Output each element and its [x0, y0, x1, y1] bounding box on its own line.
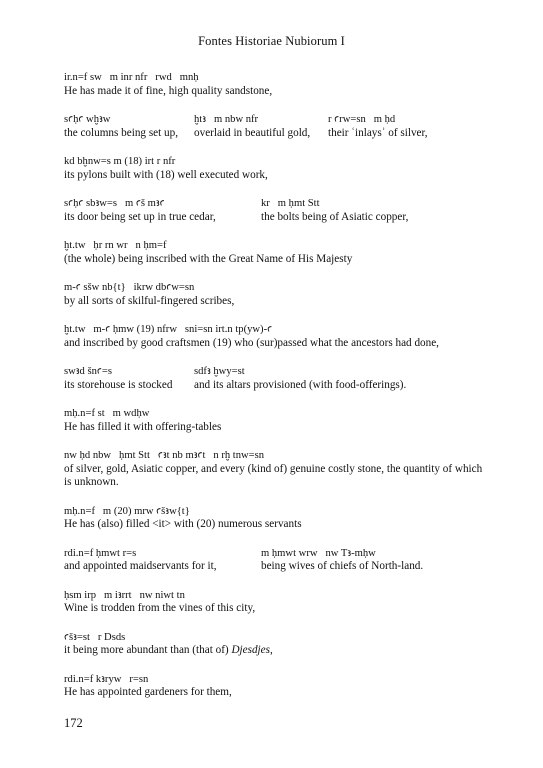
translation-col-3: their ʿinlaysʾ of silver, [328, 126, 428, 139]
translation-col-1: and appointed maidservants for it, [64, 560, 217, 572]
verse-block-1 [64, 71, 484, 98]
translation-paragraph: of silver, gold, Asiatic copper, and every (kind of) genuine costly stone, the quantity of which is unknown. [64, 462, 483, 488]
page-number: 172 [64, 716, 83, 730]
transliteration-text: ir.n=f sw m inr nfr rwd mnḥ [64, 72, 199, 83]
translation-line [64, 295, 484, 309]
translation-text: Wine is trodden from the vines of this city, [64, 602, 256, 614]
transliteration-text: ḫt.tw m-ꜥ ḥmw (19) nfrw sni=sn irt.n tp(yw)-ꜥ [64, 324, 273, 335]
translation-col-2: overlaid in beautiful gold, [194, 126, 311, 139]
transliteration-text: ḫt.tw ḥr rn wr n ḥm=f [64, 240, 167, 251]
transliteration-col-3: r ꜥrw=sn m ḥd [328, 114, 396, 125]
translation-col-2: and its altars provisioned (with food-offerings). [194, 378, 407, 391]
transliteration-line [64, 505, 484, 519]
verse-block-3 [64, 155, 484, 182]
verse-block-6 [64, 281, 484, 308]
transliteration-text: mḥ.n=f st m wdḥw [64, 408, 150, 419]
transliteration-col-2: m ḥmwt wrw nw Tꜣ-mḥw [261, 547, 376, 559]
transliteration-text: rdi.n=f kꜣryw r=sn [64, 673, 149, 685]
translation-col-2: the bolts being of Asiatic copper, [261, 210, 409, 223]
transliteration-line [64, 449, 484, 463]
translation-line [64, 518, 484, 532]
transliteration-line [64, 323, 484, 337]
transliteration-text: nw ḥd nbw ḥmt Stt ꜥꜣt nb mꜣꜥt n rḫ tnw=sn [64, 450, 265, 461]
transliteration-line [64, 589, 484, 603]
translation-line [64, 253, 484, 267]
transliteration-col-1: swꜣd šnꜥ=s [64, 366, 113, 377]
transliteration-line [64, 631, 484, 645]
translation-text: He has appointed gardeners for them, [64, 686, 232, 698]
verse-block-14 [64, 631, 484, 658]
transliteration-text: ḥsm irp m iꜣrrt nw niwt tn [64, 589, 185, 601]
transliteration-text: mḥ.n=f m (20) mrw ꜥšꜣw{t} [64, 505, 190, 517]
verse-block-7 [64, 323, 484, 350]
translation-line [64, 602, 484, 616]
transliteration-col-1: rdi.n=f ḥmwt r=s [64, 547, 137, 559]
transliteration-line [64, 113, 484, 127]
translation-line [64, 337, 484, 351]
page-body [64, 71, 484, 715]
translation-col-1: its storehouse is stocked [64, 378, 173, 391]
translation-line [64, 421, 484, 435]
translation-line [64, 644, 484, 658]
verse-block-10 [64, 449, 484, 490]
transliteration-col-2: sdfꜣ ḫwy=st [194, 366, 245, 377]
transliteration-line [64, 281, 484, 295]
translation-line [64, 211, 484, 225]
translation-line [64, 127, 484, 141]
translation-text: it being more abundant than (that of) [64, 644, 232, 656]
translation-text: and inscribed by good craftsmen (19) who (sur)passed what the ancestors had done, [64, 336, 439, 349]
transliteration-line [64, 407, 484, 421]
verse-block-8 [64, 365, 484, 392]
translation-text: He has (also) filled <it> with (20) numerous servants [64, 518, 302, 530]
transliteration-text: ꜥšꜣ=st r Dsds [64, 631, 126, 643]
transliteration-line [64, 71, 484, 85]
transliteration-line [64, 547, 484, 561]
verse-block-12 [64, 547, 484, 574]
transliteration-line [64, 239, 484, 253]
translation-line [64, 169, 484, 183]
translation-punct: , [269, 644, 273, 656]
translation-text: its pylons built with (18) well executed work, [64, 168, 268, 181]
translation-text: He has made it of fine, high quality sandstone, [64, 84, 273, 97]
transliteration-col-2: kr m ḥmt Stt [261, 198, 320, 209]
verse-block-11 [64, 505, 484, 532]
translation-line [64, 686, 484, 700]
place-name-italic: Djesdjes [231, 644, 270, 656]
transliteration-line [64, 673, 484, 687]
transliteration-text: m-ꜥ sšw nb{t} ikrw dbꜥw=sn [64, 282, 195, 293]
translation-line [64, 560, 484, 574]
verse-block-4 [64, 197, 484, 224]
transliteration-line [64, 365, 484, 379]
verse-block-2 [64, 113, 484, 140]
verse-block-9 [64, 407, 484, 434]
translation-line [64, 379, 484, 393]
translation-text: He has filled it with offering-tables [64, 420, 222, 433]
verse-block-15 [64, 673, 484, 700]
translation-text: by all sorts of skilful-fingered scribes, [64, 294, 235, 307]
transliteration-col-2: ḫtꜣ m nbw nfr [194, 114, 259, 125]
translation-col-1: its door being set up in true cedar, [64, 210, 216, 223]
transliteration-text: kd bḫnw=s m (18) irt r nfr [64, 156, 176, 167]
verse-block-5 [64, 239, 484, 266]
translation-line [64, 85, 484, 99]
translation-text: (the whole) being inscribed with the Great Name of His Majesty [64, 252, 353, 265]
translation-col-2: being wives of chiefs of North-land. [261, 560, 424, 572]
verse-block-13 [64, 589, 484, 616]
transliteration-col-1: sꜥḥꜥ sbꜣw=s m ꜥš mꜣꜥ [64, 198, 165, 209]
running-header: Fontes Historiae Nubiorum I [198, 34, 345, 48]
transliteration-line [64, 155, 484, 169]
transliteration-line [64, 197, 484, 211]
transliteration-col-1: sꜥḥꜥ wḫꜣw [64, 114, 111, 125]
translation-col-1: the columns being set up, [64, 126, 179, 139]
